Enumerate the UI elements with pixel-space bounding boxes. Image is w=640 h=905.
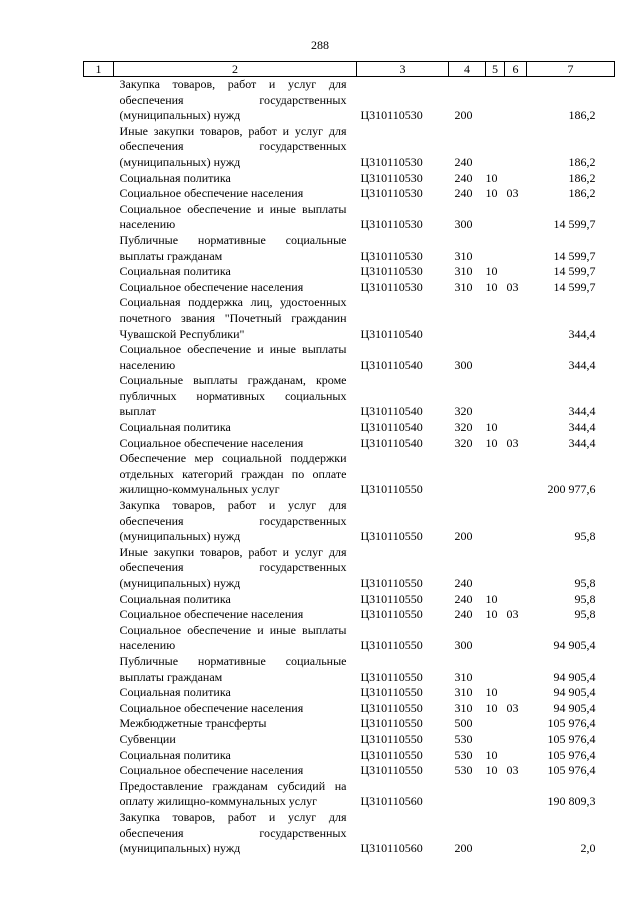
expense-type-code: 500 [454, 716, 473, 731]
amount: 105 976,4 [547, 747, 596, 762]
section-code: 10 [485, 170, 498, 185]
expense-name: Социальная политика [119, 264, 231, 279]
subsection-code [505, 171, 527, 187]
table-row [84, 171, 615, 187]
amount: 14 599,7 [553, 279, 596, 294]
cell-empty [84, 685, 114, 701]
expense-type-code: 530 [454, 731, 473, 746]
amount: 186,2 [568, 108, 596, 123]
cell-empty [84, 186, 114, 202]
table-row [84, 295, 615, 342]
amount: 94 905,4 [553, 669, 596, 684]
subsection-code [505, 233, 527, 264]
cell-empty [84, 732, 114, 748]
section-code [486, 779, 505, 810]
target-article-code: Ц310110530 [360, 279, 423, 294]
expense-type-code: 300 [454, 357, 473, 372]
target-article-code: Ц310110540 [360, 420, 423, 435]
expense-name: Публичные нормативные социальные выплаты гражданам [119, 232, 347, 263]
amount: 344,4 [568, 326, 596, 341]
cell-empty [84, 623, 114, 654]
section-code [486, 202, 505, 233]
section-code [486, 342, 505, 373]
section-code [486, 623, 505, 654]
section-code: 10 [485, 763, 498, 778]
section-code: 10 [485, 264, 498, 279]
amount: 186,2 [568, 170, 596, 185]
table-row [84, 763, 615, 779]
amount: 186,2 [568, 154, 596, 169]
amount: 200 977,6 [547, 482, 596, 497]
target-article-code: Ц310110530 [360, 264, 423, 279]
section-code: 10 [485, 685, 498, 700]
amount: 14 599,7 [553, 248, 596, 263]
column-header-2: 2 [114, 62, 357, 77]
table-row [84, 77, 615, 124]
table-row [84, 280, 615, 296]
table-row [84, 592, 615, 608]
cell-empty [84, 124, 114, 171]
subsection-code [505, 77, 527, 124]
expense-type-code: 320 [454, 435, 473, 450]
target-article-code: Ц310110550 [360, 638, 423, 653]
cell-empty [84, 202, 114, 233]
section-code [486, 716, 505, 732]
target-article-code: Ц310110550 [360, 591, 423, 606]
expense-name: Социальное обеспечение и иные выплаты населению [119, 201, 347, 232]
table-body [84, 77, 615, 857]
expense-name: Социальные выплаты гражданам, кроме публичных нормативных социальных выплат [119, 373, 347, 419]
section-code: 10 [485, 700, 498, 715]
subsection-code [505, 545, 527, 592]
amount: 105 976,4 [547, 716, 596, 731]
expense-name: Закупка товаров, работ и услуг для обеспечения государственных (муниципальных) нужд [119, 77, 347, 123]
cell-empty [84, 451, 114, 498]
expense-type-code [449, 295, 486, 342]
amount: 14 599,7 [553, 264, 596, 279]
cell-empty [84, 342, 114, 373]
cell-empty [84, 295, 114, 342]
subsection-code [505, 623, 527, 654]
cell-empty [84, 716, 114, 732]
expense-type-code: 200 [454, 529, 473, 544]
expense-name: Закупка товаров, работ и услуг для обеспечения государственных (муниципальных) нужд [119, 498, 347, 544]
cell-empty [84, 810, 114, 857]
section-code [486, 77, 505, 124]
amount: 186,2 [568, 186, 596, 201]
table-row [84, 545, 615, 592]
table-row [84, 810, 615, 857]
target-article-code: Ц310110530 [360, 186, 423, 201]
cell-empty [84, 264, 114, 280]
subsection-code [505, 373, 527, 420]
expense-name: Обеспечение мер социальной поддержки отдельных категорий граждан по оплате жилищно-коммунальных услуг [119, 451, 347, 497]
expense-type-code [449, 451, 486, 498]
column-header-3: 3 [357, 62, 449, 77]
section-code: 10 [485, 420, 498, 435]
subsection-code: 03 [506, 435, 519, 450]
amount: 95,8 [574, 607, 596, 622]
subsection-code [505, 654, 527, 685]
subsection-code: 03 [506, 763, 519, 778]
section-code [486, 451, 505, 498]
cell-empty [84, 77, 114, 124]
table-row [84, 233, 615, 264]
section-code [486, 295, 505, 342]
target-article-code: Ц310110540 [360, 404, 423, 419]
amount: 344,4 [568, 404, 596, 419]
expense-type-code: 320 [454, 404, 473, 419]
expense-name: Субвенции [119, 731, 176, 746]
expense-name: Социальная политика [119, 591, 231, 606]
column-header-4: 4 [449, 62, 486, 77]
table-row [84, 623, 615, 654]
table-header [84, 62, 615, 77]
subsection-code [505, 592, 527, 608]
subsection-code: 03 [506, 279, 519, 294]
section-code [486, 498, 505, 545]
subsection-code [505, 202, 527, 233]
table-row [84, 654, 615, 685]
target-article-code: Ц310110550 [360, 763, 423, 778]
expense-name: Социальное обеспечение населения [119, 607, 304, 622]
expense-name: Социальная политика [119, 685, 231, 700]
subsection-code [505, 295, 527, 342]
expense-name: Иные закупки товаров, работ и услуг для обеспечения государственных (муниципальных) нужд [119, 123, 347, 169]
subsection-code: 03 [506, 700, 519, 715]
amount: 344,4 [568, 420, 596, 435]
table-row [84, 732, 615, 748]
expense-name: Иные закупки товаров, работ и услуг для обеспечения государственных (муниципальных) нужд [119, 544, 347, 590]
expense-name: Социальное обеспечение населения [119, 435, 304, 450]
section-code [486, 373, 505, 420]
target-article-code: Ц310110540 [360, 326, 423, 341]
expense-name: Социальное обеспечение населения [119, 186, 304, 201]
subsection-code [505, 420, 527, 436]
amount: 105 976,4 [547, 763, 596, 778]
expense-type-code: 240 [454, 576, 473, 590]
expense-type-code: 310 [454, 669, 473, 684]
subsection-code [505, 732, 527, 748]
target-article-code: Ц310110550 [360, 700, 423, 715]
expense-type-code: 240 [454, 607, 473, 622]
column-header-7: 7 [527, 62, 615, 77]
table-row [84, 264, 615, 280]
expense-name: Социальное обеспечение и иные выплаты населению [119, 622, 347, 653]
target-article-code: Ц310110530 [360, 170, 423, 185]
section-code: 10 [485, 435, 498, 450]
cell-empty [84, 171, 114, 187]
amount: 94 905,4 [553, 700, 596, 715]
expense-type-code: 320 [454, 420, 473, 435]
cell-empty [84, 280, 114, 296]
section-code [486, 810, 505, 857]
column-header-1: 1 [84, 62, 114, 77]
cell-empty [84, 654, 114, 685]
subsection-code [505, 810, 527, 857]
cell-empty [84, 233, 114, 264]
column-header-5: 5 [486, 62, 505, 77]
table-row [84, 373, 615, 420]
expense-type-code: 530 [454, 747, 473, 762]
section-code: 10 [485, 607, 498, 622]
expense-name: Закупка товаров, работ и услуг для обеспечения государственных (муниципальных) нужд [119, 809, 347, 856]
target-article-code: Ц310110530 [360, 154, 423, 169]
amount: 94 905,4 [553, 638, 596, 653]
table-row [84, 498, 615, 545]
table-row [84, 607, 615, 623]
expense-name: Социальная политика [119, 420, 231, 435]
amount: 95,8 [574, 529, 596, 544]
amount: 2,0 [580, 841, 596, 856]
section-code: 10 [485, 186, 498, 201]
table-row [84, 420, 615, 436]
cell-empty [84, 701, 114, 717]
table-row [84, 342, 615, 373]
cell-empty [84, 779, 114, 810]
table-row [84, 701, 615, 717]
expense-type-code: 300 [454, 217, 473, 232]
subsection-code [505, 451, 527, 498]
table-row [84, 436, 615, 452]
expense-name: Социальная политика [119, 170, 231, 185]
expense-name: Социальное обеспечение населения [119, 700, 304, 715]
target-article-code: Ц310110550 [360, 576, 423, 590]
amount: 344,4 [568, 435, 596, 450]
target-article-code: Ц310110530 [360, 248, 423, 263]
section-code: 10 [485, 279, 498, 294]
subsection-code [505, 342, 527, 373]
cell-empty [84, 763, 114, 779]
subsection-code [505, 716, 527, 732]
target-article-code: Ц310110530 [360, 108, 423, 123]
target-article-code: Ц310110550 [360, 607, 423, 622]
expense-name: Социальное обеспечение населения [119, 279, 304, 294]
expense-type-code: 240 [454, 170, 473, 185]
section-code: 10 [485, 747, 498, 762]
table-row [84, 716, 615, 732]
cell-empty [84, 545, 114, 592]
cell-empty [84, 592, 114, 608]
subsection-code [505, 685, 527, 701]
column-header-6: 6 [505, 62, 527, 77]
section-code: 10 [485, 591, 498, 606]
target-article-code: Ц310110560 [360, 794, 423, 809]
target-article-code: Ц310110550 [360, 685, 423, 700]
target-article-code: Ц310110550 [360, 669, 423, 684]
page-number: 288 [311, 38, 329, 52]
expense-name: Социальное обеспечение и иные выплаты населению [119, 342, 347, 372]
subsection-code [505, 748, 527, 764]
amount: 94 905,4 [553, 685, 596, 700]
subsection-code: 03 [506, 186, 519, 201]
target-article-code: Ц310110530 [360, 217, 423, 232]
target-article-code: Ц310110550 [360, 529, 423, 544]
expense-type-code: 310 [454, 279, 473, 294]
subsection-code: 03 [506, 607, 519, 622]
cell-empty [84, 498, 114, 545]
amount: 14 599,7 [553, 217, 596, 232]
subsection-code [505, 779, 527, 810]
expense-name: Публичные нормативные социальные выплаты гражданам [119, 653, 347, 684]
table-row [84, 202, 615, 233]
expense-name: Социальная политика [119, 747, 231, 762]
section-code [486, 545, 505, 592]
expense-type-code: 200 [454, 108, 473, 123]
expense-name: Межбюджетные трансферты [119, 716, 267, 731]
cell-empty [84, 748, 114, 764]
amount: 95,8 [574, 591, 596, 606]
amount: 95,8 [574, 576, 596, 590]
table-row [84, 748, 615, 764]
subsection-code [505, 498, 527, 545]
expense-type-code: 300 [454, 638, 473, 653]
amount: 344,4 [568, 357, 596, 372]
expense-name: Социальная поддержка лиц, удостоенных почетного звания "Почетный гражданин Чувашской Республики" [119, 295, 347, 341]
subsection-code [505, 124, 527, 171]
expense-type-code: 310 [454, 248, 473, 263]
section-code [486, 732, 505, 748]
expense-type-code: 310 [454, 685, 473, 700]
amount: 190 809,3 [547, 794, 596, 809]
expense-type-code: 240 [454, 591, 473, 606]
target-article-code: Ц310110550 [360, 731, 423, 746]
expense-name: Предоставление гражданам субсидий на оплату жилищно-коммунальных услуг [119, 778, 347, 809]
table-row [84, 779, 615, 810]
target-article-code: Ц310110560 [360, 841, 423, 856]
cell-empty [84, 373, 114, 420]
cell-empty [84, 607, 114, 623]
target-article-code: Ц310110550 [360, 747, 423, 762]
expense-type-code: 200 [454, 841, 473, 856]
expense-type-code: 310 [454, 264, 473, 279]
target-article-code: Ц310110550 [360, 482, 423, 497]
section-code [486, 233, 505, 264]
cell-empty [84, 436, 114, 452]
target-article-code: Ц310110540 [360, 435, 423, 450]
header-row [84, 62, 615, 77]
section-code [486, 654, 505, 685]
table-row [84, 124, 615, 171]
table-row [84, 186, 615, 202]
cell-empty [84, 420, 114, 436]
expense-type-code: 240 [454, 154, 473, 169]
target-article-code: Ц310110550 [360, 716, 423, 731]
expense-type-code: 530 [454, 763, 473, 778]
table-row [84, 451, 615, 498]
subsection-code [505, 264, 527, 280]
expense-type-code [449, 779, 486, 810]
target-article-code: Ц310110540 [360, 357, 423, 372]
expense-type-code: 240 [454, 186, 473, 201]
budget-table [83, 61, 615, 857]
section-code [486, 124, 505, 171]
expense-type-code: 310 [454, 700, 473, 715]
expense-name: Социальное обеспечение населения [119, 763, 304, 778]
amount: 105 976,4 [547, 731, 596, 746]
table-row [84, 685, 615, 701]
